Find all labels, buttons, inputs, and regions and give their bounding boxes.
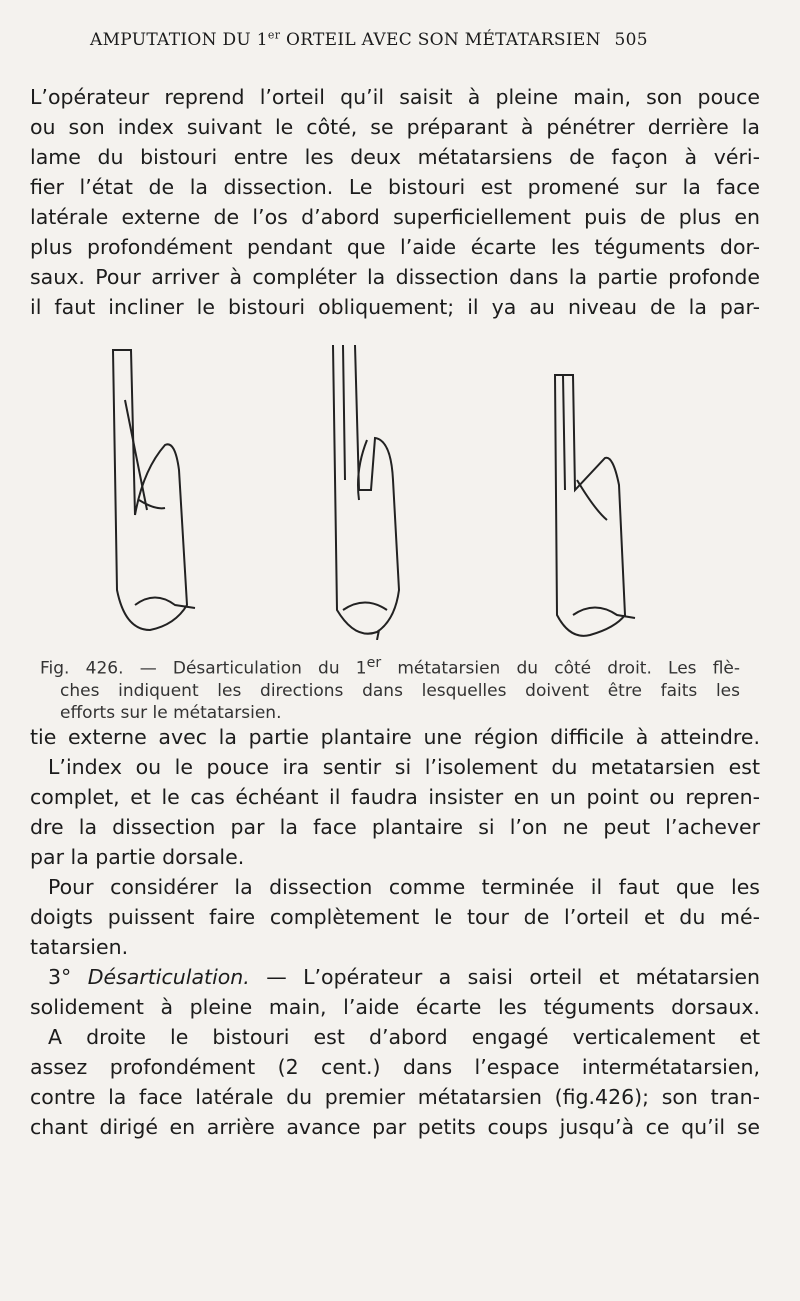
text-line: latérale externe de l’os d’abord superficiellement puis de plus en [30, 205, 760, 229]
text-line: solidement à pleine main, l’aide écarte les téguments dorsaux. [30, 995, 760, 1019]
text-line: ou son index suivant le côté, se préparant à pénétrer derrière la [30, 115, 760, 139]
text-line: tie externe avec la partie plantaire une région difficile à atteindre. [30, 725, 760, 749]
caption-line: ches indiquent les directions dans lesquelles doivent être faits les [60, 680, 740, 701]
paragraph-1 [30, 82, 760, 322]
text-line: L’index ou le pouce ira sentir si l’isolement du metatarsien est [48, 755, 760, 779]
figure-caption [40, 652, 740, 724]
figure-label: Fig. 426. [40, 658, 124, 679]
text-line: saux. Pour arriver à compléter la dissection dans la partie profonde [30, 265, 760, 289]
text-line: fier l’état de la dissection. Le bistouri est promené sur la face [30, 175, 760, 199]
paragraph-4 [30, 962, 760, 1142]
foot-bone-diagram-middle [333, 345, 399, 640]
text-line: tatarsien. [30, 935, 129, 959]
text-line: A droite le bistouri est d’abord engagé verticalement et [48, 1025, 760, 1049]
text-line: lame du bistouri entre les deux métatarsiens de façon à véri- [30, 145, 760, 169]
text-line: chant dirigé en arrière avance par petits coups jusqu’à ce qu’il se [30, 1115, 760, 1139]
foot-bone-diagram-right [555, 375, 635, 636]
caption-line1-post: métatarsien du côté droit. Les flè- [381, 658, 741, 679]
caption-line: efforts sur le métatarsien. [60, 702, 282, 723]
page-number: 505 [614, 30, 648, 50]
text-line: assez profondément (2 cent.) dans l’espace intermétatarsien, [30, 1055, 760, 1079]
figure-426-illustration [95, 340, 655, 640]
text-line: Pour considérer la dissection comme terminée il faut que les [48, 875, 760, 899]
text-line: contre la face latérale du premier métatarsien (fig.426); son tran- [30, 1085, 760, 1109]
section-title: Désarticulation. [87, 965, 250, 989]
caption-line1-pre: — Désarticulation du 1 [139, 658, 367, 679]
paragraph-3 [30, 872, 760, 962]
text-line: dre la dissection par la face plantaire si l’on ne peut l’achever [30, 815, 760, 839]
text-line: — L’opérateur a saisi orteil et métatarsien [249, 965, 760, 989]
text-line: complet, et le cas échéant il faudra insister en un point ou repren- [30, 785, 760, 809]
header-title-post: ORTEIL AVEC SON MÉTATARSIEN [285, 30, 601, 50]
header-title-pre: AMPUTATION DU [90, 30, 252, 50]
caption-line1-sup: er [366, 655, 382, 671]
header-title-sup: er [267, 28, 281, 42]
foot-bone-diagram-left [113, 350, 195, 630]
text-line: par la partie dorsale. [30, 845, 245, 869]
text-line: plus profondément pendant que l’aide écarte les téguments dor- [30, 235, 760, 259]
paragraph-2 [30, 722, 760, 872]
text-line: il faut incliner le bistouri obliquement; il ya au niveau de la par- [30, 295, 760, 319]
running-header [90, 30, 770, 50]
section-number: 3° [48, 965, 72, 989]
text-line: L’opérateur reprend l’orteil qu’il saisit à pleine main, son pouce [30, 85, 760, 109]
header-title-num: 1 [256, 30, 268, 50]
text-line: doigts puissent faire complètement le tour de l’orteil et du mé- [30, 905, 760, 929]
